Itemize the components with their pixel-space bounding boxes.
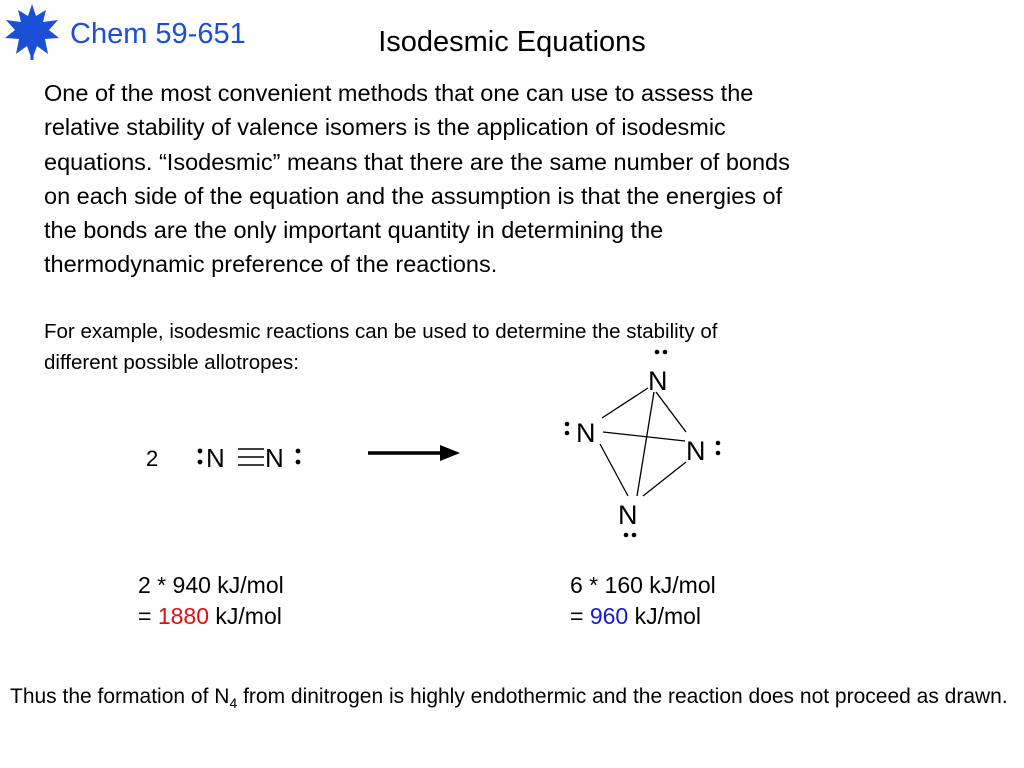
- atom-n: N: [265, 443, 284, 473]
- course-label: Chem 59-651: [70, 18, 246, 50]
- triple-bond: [238, 449, 264, 465]
- lone-pair-dots: [565, 422, 570, 436]
- intro-line: equations. “Isodesmic” means that there are the same number of bonds: [44, 148, 790, 175]
- atom-n: N: [686, 436, 706, 466]
- energy-expression: 6 * 160 kJ/mol: [570, 572, 716, 598]
- intro-line: the bonds are the only important quantity in determining the: [44, 217, 664, 244]
- tetrahedral-bonds: [600, 388, 686, 496]
- energy-value: 960: [589, 603, 629, 629]
- lone-pair-dots: [198, 449, 203, 465]
- energy-expression: 2 * 940 kJ/mol: [138, 572, 284, 598]
- atom-n: N: [648, 366, 668, 396]
- reactant-energy: [138, 570, 284, 632]
- energy-unit: kJ/mol: [628, 603, 702, 629]
- product-energy: [570, 570, 716, 632]
- reaction-arrow: [368, 445, 460, 461]
- slide-title: Isodesmic Equations: [378, 26, 646, 58]
- intro-line: One of the most convenient methods that one can use to assess the: [44, 80, 754, 106]
- intro-line: thermodynamic preference of the reactions.: [44, 251, 498, 278]
- energy-value: 1880: [157, 603, 209, 629]
- equals-sign: =: [570, 603, 590, 629]
- subscript: 4: [229, 695, 238, 712]
- energy-unit: kJ/mol: [209, 603, 282, 629]
- atom-n: N: [576, 418, 596, 448]
- atom-n: N: [206, 443, 225, 473]
- conclusion-part: from dinitrogen is highly endothermic and the reaction does not proceed as drawn.: [237, 685, 1008, 708]
- energy-total: [138, 601, 284, 632]
- coefficient-label: 2: [146, 446, 159, 471]
- example-line: different possible allotropes:: [44, 351, 299, 374]
- conclusion-part: Thus the formation of N: [10, 685, 230, 708]
- lone-pair-dots: [624, 533, 637, 538]
- example-line: For example, isodesmic reactions can be used to determine the stability of: [44, 320, 718, 343]
- equals-sign: =: [138, 603, 158, 629]
- intro-line: relative stability of valence isomers is the application of isodesmic: [44, 114, 726, 141]
- lone-pair-dots: [655, 350, 668, 355]
- intro-line: on each side of the equation and the assumption is that the energies of: [44, 182, 783, 209]
- lone-pair-dots: [716, 441, 721, 456]
- atom-n: N: [618, 500, 638, 530]
- energy-total: [570, 601, 716, 632]
- lone-pair-dots: [296, 449, 301, 465]
- conclusion-text: [10, 681, 1020, 713]
